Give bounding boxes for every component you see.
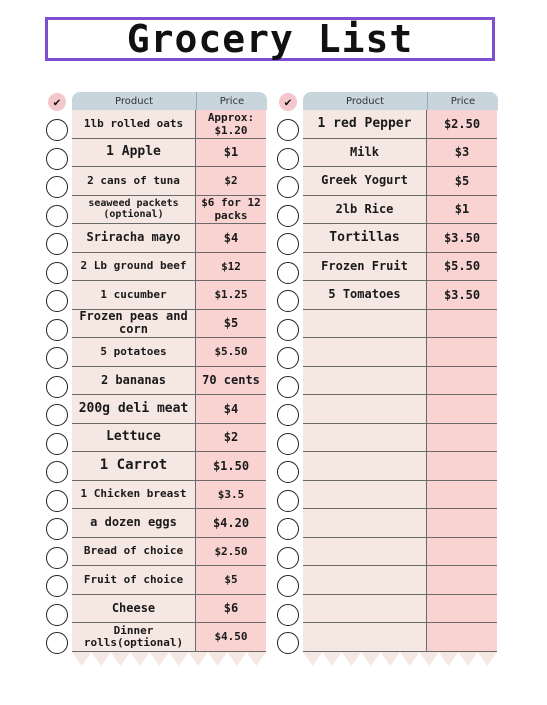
price-header: Price — [450, 95, 476, 107]
product-cell: 1 Carrot — [72, 452, 196, 481]
product-cell: 5 potatoes — [72, 338, 196, 367]
list-row — [72, 310, 267, 339]
product-cell — [303, 338, 427, 367]
product-cell: Fruit of choice — [72, 566, 196, 595]
product-cell: 1 Chicken breast — [72, 481, 196, 510]
row-checkbox[interactable] — [277, 376, 299, 398]
product-cell: Frozen peas and corn — [72, 310, 196, 339]
list-row — [72, 338, 267, 367]
product-cell: Bread of choice — [72, 538, 196, 567]
row-checkbox[interactable] — [277, 262, 299, 284]
price-cell: $6 — [196, 595, 266, 624]
row-checkbox[interactable] — [277, 319, 299, 341]
list-row — [72, 424, 267, 453]
price-cell: $1.50 — [196, 452, 266, 481]
price-cell: $1.25 — [196, 281, 266, 310]
product-cell — [303, 481, 427, 510]
list-row — [72, 110, 267, 139]
price-cell: Approx: $1.20 — [196, 110, 266, 139]
product-cell — [303, 310, 427, 339]
row-checkbox[interactable] — [46, 404, 68, 426]
product-cell: Tortillas — [303, 224, 427, 253]
product-cell: Greek Yogurt — [303, 167, 427, 196]
price-cell: $2.50 — [427, 110, 497, 139]
list-row — [72, 253, 267, 282]
row-checkbox[interactable] — [46, 347, 68, 369]
list-row — [303, 310, 498, 339]
product-cell: a dozen eggs — [72, 509, 196, 538]
price-cell: $3.50 — [427, 281, 497, 310]
price-cell — [427, 481, 497, 510]
product-cell: 1 Apple — [72, 139, 196, 168]
price-cell — [427, 623, 497, 652]
row-checkbox[interactable] — [277, 490, 299, 512]
price-cell: $3 — [427, 139, 497, 168]
product-cell: 1lb rolled oats — [72, 110, 196, 139]
price-cell: $1 — [196, 139, 266, 168]
list-row — [303, 595, 498, 624]
row-checkbox[interactable] — [277, 575, 299, 597]
price-cell: $2.50 — [196, 538, 266, 567]
list-row — [72, 196, 267, 225]
list-row — [303, 367, 498, 396]
row-checkbox[interactable] — [46, 433, 68, 455]
price-cell: $1 — [427, 196, 497, 225]
product-cell: 2 cans of tuna — [72, 167, 196, 196]
price-cell — [427, 452, 497, 481]
product-cell: Sriracha mayo — [72, 224, 196, 253]
row-checkbox[interactable] — [46, 604, 68, 626]
row-checkbox[interactable] — [277, 433, 299, 455]
list-row — [72, 367, 267, 396]
row-checkbox[interactable] — [46, 376, 68, 398]
right-header — [303, 92, 498, 110]
list-row — [303, 452, 498, 481]
price-cell: $4.50 — [196, 623, 266, 652]
list-row — [303, 566, 498, 595]
product-cell: 5 Tomatoes — [303, 281, 427, 310]
checkmark-icon: ✔ — [48, 93, 66, 111]
list-row — [303, 509, 498, 538]
list-row — [72, 224, 267, 253]
row-checkbox[interactable] — [46, 233, 68, 255]
row-checkbox[interactable] — [277, 347, 299, 369]
price-cell: $5.50 — [196, 338, 266, 367]
zigzag-edge — [72, 652, 266, 668]
price-cell — [427, 424, 497, 453]
price-cell: $3.5 — [196, 481, 266, 510]
row-checkbox[interactable] — [46, 290, 68, 312]
row-checkbox[interactable] — [277, 148, 299, 170]
title-box — [45, 17, 495, 61]
price-cell: 70 cents — [196, 367, 266, 396]
product-cell: 2lb Rice — [303, 196, 427, 225]
price-cell — [427, 310, 497, 339]
list-row — [303, 196, 498, 225]
list-row — [303, 281, 498, 310]
price-cell: $4 — [196, 395, 266, 424]
row-checkbox[interactable] — [277, 632, 299, 654]
product-cell — [303, 367, 427, 396]
left-header — [72, 92, 267, 110]
row-checkbox[interactable] — [46, 547, 68, 569]
row-checkbox[interactable] — [277, 176, 299, 198]
list-row — [72, 452, 267, 481]
product-cell: 1 cucumber — [72, 281, 196, 310]
row-checkbox[interactable] — [277, 604, 299, 626]
price-cell: $3.50 — [427, 224, 497, 253]
right-list — [303, 92, 498, 668]
product-cell: 200g deli meat — [72, 395, 196, 424]
list-row — [303, 481, 498, 510]
product-cell — [303, 623, 427, 652]
list-row — [72, 167, 267, 196]
product-header: Product — [72, 92, 197, 110]
product-cell — [303, 424, 427, 453]
row-checkbox[interactable] — [46, 518, 68, 540]
price-cell — [427, 338, 497, 367]
row-checkbox[interactable] — [46, 575, 68, 597]
price-cell — [427, 509, 497, 538]
product-cell — [303, 395, 427, 424]
price-header: Price — [219, 95, 245, 107]
product-cell: seaweed packets (optional) — [72, 196, 196, 225]
price-cell — [427, 595, 497, 624]
price-cell: $4.20 — [196, 509, 266, 538]
product-cell: Lettuce — [72, 424, 196, 453]
list-row — [303, 538, 498, 567]
list-row — [72, 595, 267, 624]
row-checkbox[interactable] — [277, 205, 299, 227]
list-row — [72, 623, 267, 652]
list-row — [72, 509, 267, 538]
product-cell: 2 Lb ground beef — [72, 253, 196, 282]
row-checkbox[interactable] — [277, 404, 299, 426]
list-row — [303, 338, 498, 367]
list-row — [303, 424, 498, 453]
product-cell — [303, 566, 427, 595]
zigzag-edge — [303, 652, 497, 668]
price-cell — [427, 538, 497, 567]
list-row — [72, 395, 267, 424]
row-checkbox[interactable] — [46, 119, 68, 141]
list-row — [72, 538, 267, 567]
list-row — [303, 623, 498, 652]
list-row — [303, 167, 498, 196]
product-cell — [303, 509, 427, 538]
price-cell: $5 — [427, 167, 497, 196]
price-cell: $6 for 12 packs — [196, 196, 266, 225]
row-checkbox[interactable] — [277, 119, 299, 141]
list-row — [72, 281, 267, 310]
row-checkbox[interactable] — [46, 632, 68, 654]
price-cell: $2 — [196, 424, 266, 453]
list-row — [303, 253, 498, 282]
left-list — [72, 92, 267, 668]
product-cell: Frozen Fruit — [303, 253, 427, 282]
checkmark-icon: ✔ — [279, 93, 297, 111]
product-cell — [303, 595, 427, 624]
price-cell — [427, 367, 497, 396]
left-rows — [72, 110, 267, 652]
row-checkbox[interactable] — [46, 461, 68, 483]
product-cell: Dinner rolls(optional) — [72, 623, 196, 652]
price-cell: $5 — [196, 566, 266, 595]
page-title: Grocery List — [126, 17, 414, 61]
product-cell: Cheese — [72, 595, 196, 624]
product-cell — [303, 452, 427, 481]
product-cell — [303, 538, 427, 567]
price-cell: $5 — [196, 310, 266, 339]
right-rows — [303, 110, 498, 652]
product-cell: 1 red Pepper — [303, 110, 427, 139]
price-cell: $4 — [196, 224, 266, 253]
row-checkbox[interactable] — [277, 290, 299, 312]
list-row — [72, 481, 267, 510]
price-cell: $12 — [196, 253, 266, 282]
row-checkbox[interactable] — [46, 176, 68, 198]
row-checkbox[interactable] — [277, 518, 299, 540]
list-row — [303, 224, 498, 253]
product-cell: Milk — [303, 139, 427, 168]
row-checkbox[interactable] — [46, 148, 68, 170]
row-checkbox[interactable] — [277, 233, 299, 255]
row-checkbox[interactable] — [46, 205, 68, 227]
row-checkbox[interactable] — [46, 319, 68, 341]
row-checkbox[interactable] — [277, 547, 299, 569]
list-row — [72, 139, 267, 168]
price-cell: $5.50 — [427, 253, 497, 282]
price-cell: $2 — [196, 167, 266, 196]
list-row — [72, 566, 267, 595]
row-checkbox[interactable] — [46, 490, 68, 512]
row-checkbox[interactable] — [46, 262, 68, 284]
price-cell — [427, 566, 497, 595]
list-row — [303, 139, 498, 168]
row-checkbox[interactable] — [277, 461, 299, 483]
list-row — [303, 110, 498, 139]
product-header: Product — [303, 92, 428, 110]
price-cell — [427, 395, 497, 424]
product-cell: 2 bananas — [72, 367, 196, 396]
list-row — [303, 395, 498, 424]
